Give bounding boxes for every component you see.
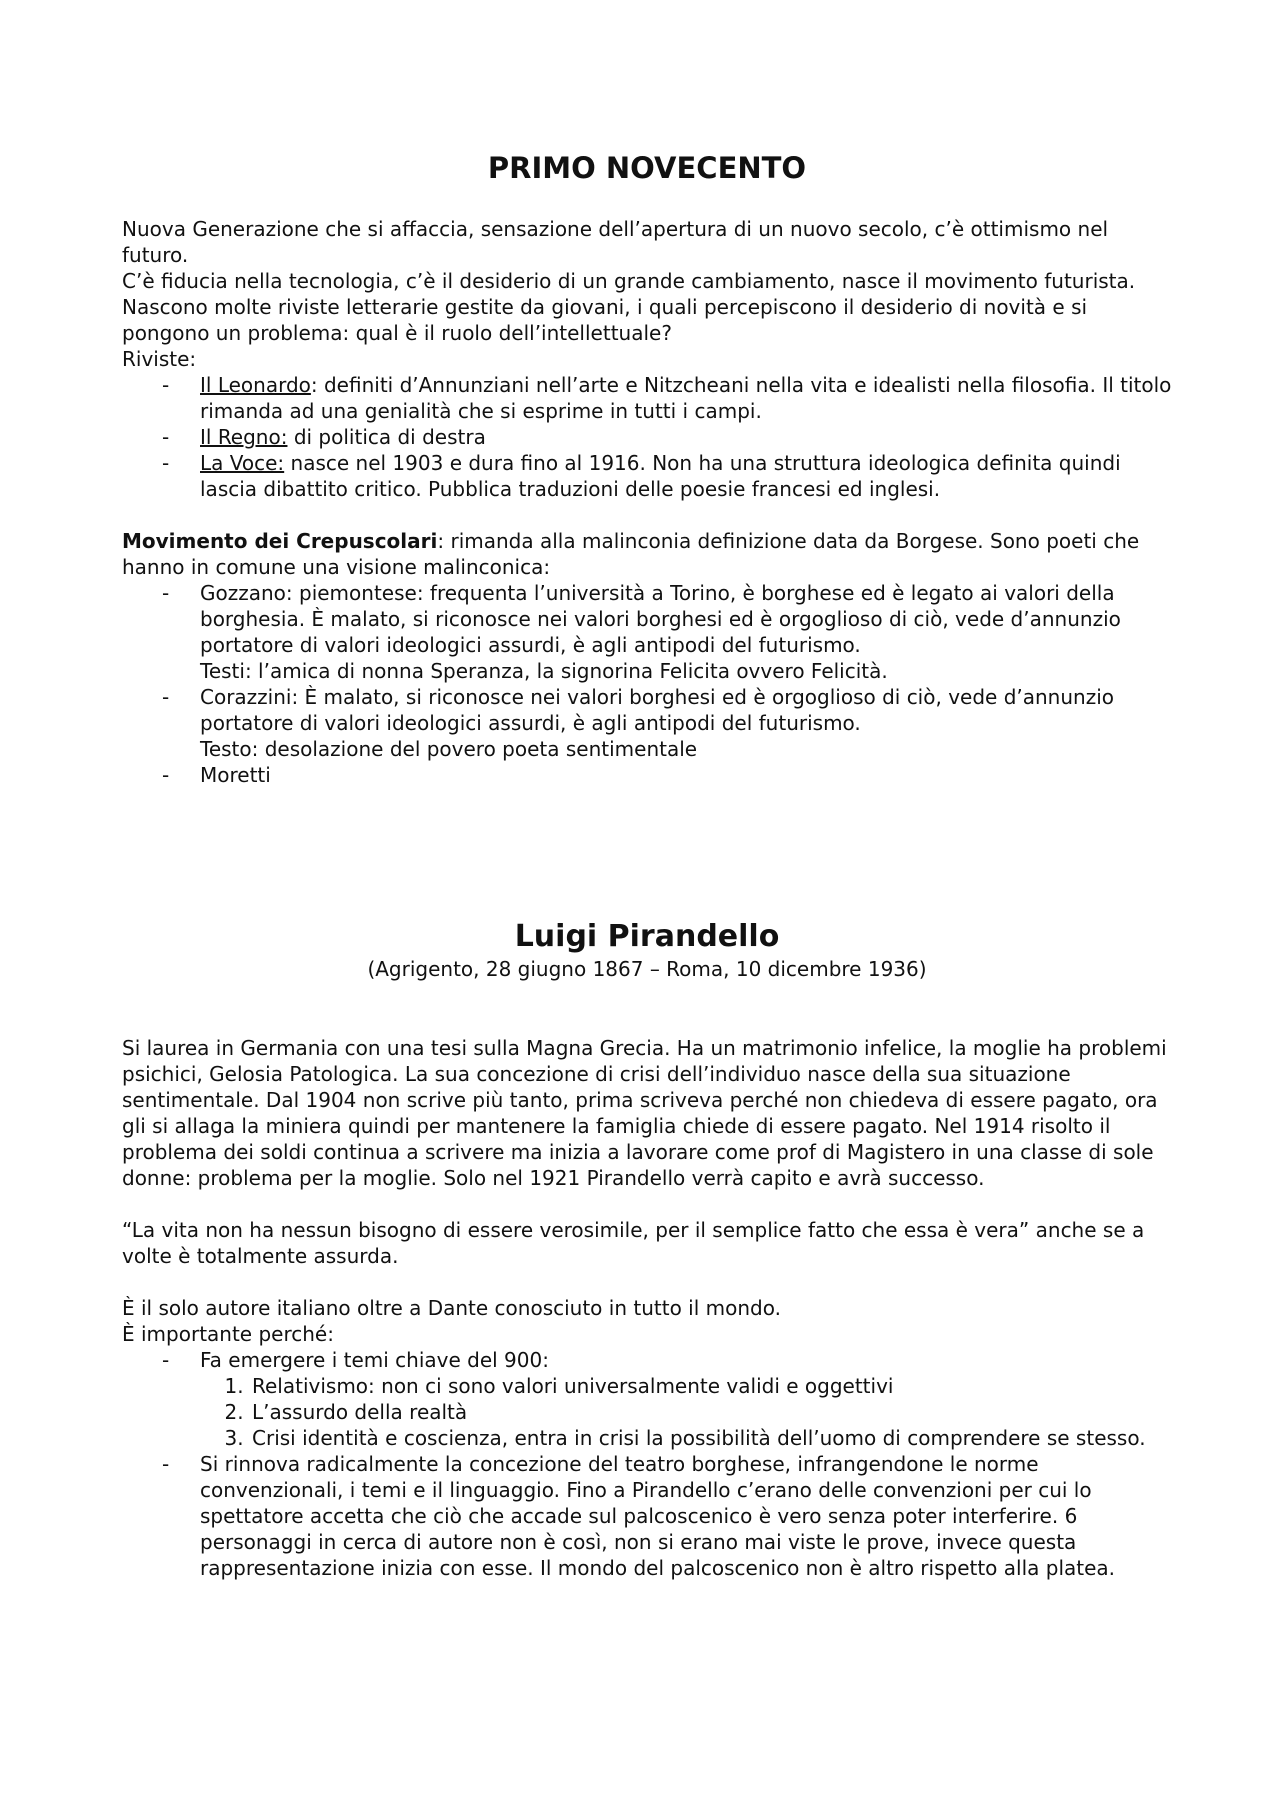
list-item-relativismo: 1. Relativismo: non ci sono valori universalmente validi e oggettivi bbox=[250, 1373, 1172, 1399]
spacer bbox=[122, 1191, 1172, 1217]
list-item-corazzini bbox=[200, 684, 1172, 762]
intro-paragraph-3: Nascono molte riviste letterarie gestite da giovani, i quali percepiscono il desiderio di novità e si pongono un problema: qual è il ruolo dell’intellettuale? bbox=[122, 295, 1088, 345]
reason-text: - Fa emergere i temi chiave del 900: bbox=[200, 1348, 549, 1372]
intro-paragraph-1: Nuova Generazione che si affaccia, sensazione dell’apertura di un nuovo secolo, c’è ottimismo nel futuro. bbox=[122, 217, 1109, 267]
spacer bbox=[122, 502, 1172, 528]
list-item-leonardo bbox=[200, 372, 1172, 424]
poet-testi: Testi: l’amica di nonna Speranza, la signorina Felicita ovvero Felicità. bbox=[200, 659, 888, 683]
pirandello-quote: “La vita non ha nessun bisogno di essere verosimile, per il semplice fatto che essa è vera” anche se a volte è totalmente assurda. bbox=[122, 1218, 1145, 1268]
list-item-regno bbox=[200, 424, 1172, 450]
poet-description: - Corazzini: È malato, si riconosce nei valori borghesi ed è orgoglioso di ciò, vede d’annunzio portatore di valori ideologici assurdi, è agli antipodi del futurismo. bbox=[200, 685, 1114, 735]
section-title-primo-novecento: PRIMO NOVECENTO bbox=[487, 151, 807, 185]
rivista-text: : definiti d’Annunziani nell’arte e Nitzcheani nella vita e idealisti nella filosofia. Il titolo rimanda ad una genialità che si esprime in tutti i campi. bbox=[200, 373, 1172, 423]
list-item-voce bbox=[200, 450, 1172, 502]
pirandello-dates: (Agrigento, 28 giugno 1867 – Roma, 10 dicembre 1936) bbox=[367, 957, 927, 981]
rivista-name: La Voce: bbox=[200, 451, 285, 475]
list-item-assurdo: 2. L’assurdo della realtà bbox=[250, 1399, 1172, 1425]
riviste-list bbox=[122, 372, 1172, 502]
reasons-list bbox=[122, 1347, 1172, 1581]
section-title-pirandello: Luigi Pirandello bbox=[514, 919, 780, 954]
document-content bbox=[122, 150, 1172, 1581]
crepuscolari-paragraph bbox=[122, 528, 1172, 580]
spacer bbox=[122, 788, 1172, 918]
rivista-name: Il Leonardo bbox=[200, 373, 311, 397]
list-item-teatro bbox=[200, 1451, 1172, 1581]
list-item-gozzano bbox=[200, 580, 1172, 684]
poet-description: - Moretti bbox=[200, 763, 271, 787]
poets-list bbox=[122, 580, 1172, 788]
rivista-text: nasce nel 1903 e dura fino al 1916. Non ha una struttura ideologica definita quindi lascia dibattito critico. Pubblica traduzioni delle poesie francesi ed inglesi. bbox=[200, 451, 1121, 501]
list-item-moretti bbox=[200, 762, 1172, 788]
riviste-label: Riviste: bbox=[122, 347, 197, 371]
rivista-text: di politica di destra bbox=[287, 425, 486, 449]
list-item-crisi: 3. Crisi identità e coscienza, entra in crisi la possibilità dell’uomo di comprendere se stesso. bbox=[250, 1425, 1172, 1451]
rivista-name: Il Regno: bbox=[200, 425, 288, 449]
pirandello-important-label: È importante perché: bbox=[122, 1322, 334, 1346]
crepuscolari-label: Movimento dei Crepuscolari bbox=[122, 529, 438, 553]
list-item-temi bbox=[200, 1347, 1172, 1451]
pirandello-bio: Si laurea in Germania con una tesi sulla Magna Grecia. Ha un matrimonio infelice, la moglie ha problemi psichici, Gelosia Patologica. La sua concezione di crisi dell’individuo nasce della sua situazione sentimentale. Dal 1904 non scrive più tanto, prima scriveva perché non chiedeva di essere pagato, ora gli si allaga la miniera quindi per mantenere la famiglia chiede di essere pagato. Nel 1914 risolto il problema dei soldi continua a scrivere ma inizia a lavorare come prof di Magistero in una classe di sole donne: problema per la moglie. Solo nel 1921 Pirandello verrà capito e avrà successo. bbox=[122, 1036, 1167, 1190]
temi-list bbox=[200, 1373, 1172, 1451]
spacer bbox=[122, 1269, 1172, 1295]
poet-description: - Gozzano: piemontese: frequenta l’università a Torino, è borghese ed è legato ai valori della borghesia. È malato, si riconosce nei valori borghesi ed è orgoglioso di ciò, vede d’annunzio portatore di valori ideologici assurdi, è agli antipodi del futurismo. bbox=[200, 581, 1121, 657]
poet-testi: Testo: desolazione del povero poeta sentimentale bbox=[200, 737, 698, 761]
crepuscolari-intro: : rimanda alla malinconia definizione data da Borgese. Sono poeti che hanno in comune una visione malinconica: bbox=[122, 529, 1140, 579]
reason-text: - Si rinnova radicalmente la concezione del teatro borghese, infrangendone le norme convenzionali, i temi e il linguaggio. Fino a Pirandello c’erano delle convenzioni per cui lo spettatore accetta che ciò che accade sul palcoscenico è vero senza poter interferire. 6 personaggi in cerca di autore non è così, non si erano mai viste le prove, invece questa rappresentazione inizia con esse. Il mondo del palcoscenico non è altro rispetto alla platea. bbox=[200, 1452, 1116, 1580]
pirandello-known: È il solo autore italiano oltre a Dante conosciuto in tutto il mondo. bbox=[122, 1296, 781, 1320]
intro-paragraph-2: C’è fiducia nella tecnologia, c’è il desiderio di un grande cambiamento, nasce il movimento futurista. bbox=[122, 269, 1136, 293]
